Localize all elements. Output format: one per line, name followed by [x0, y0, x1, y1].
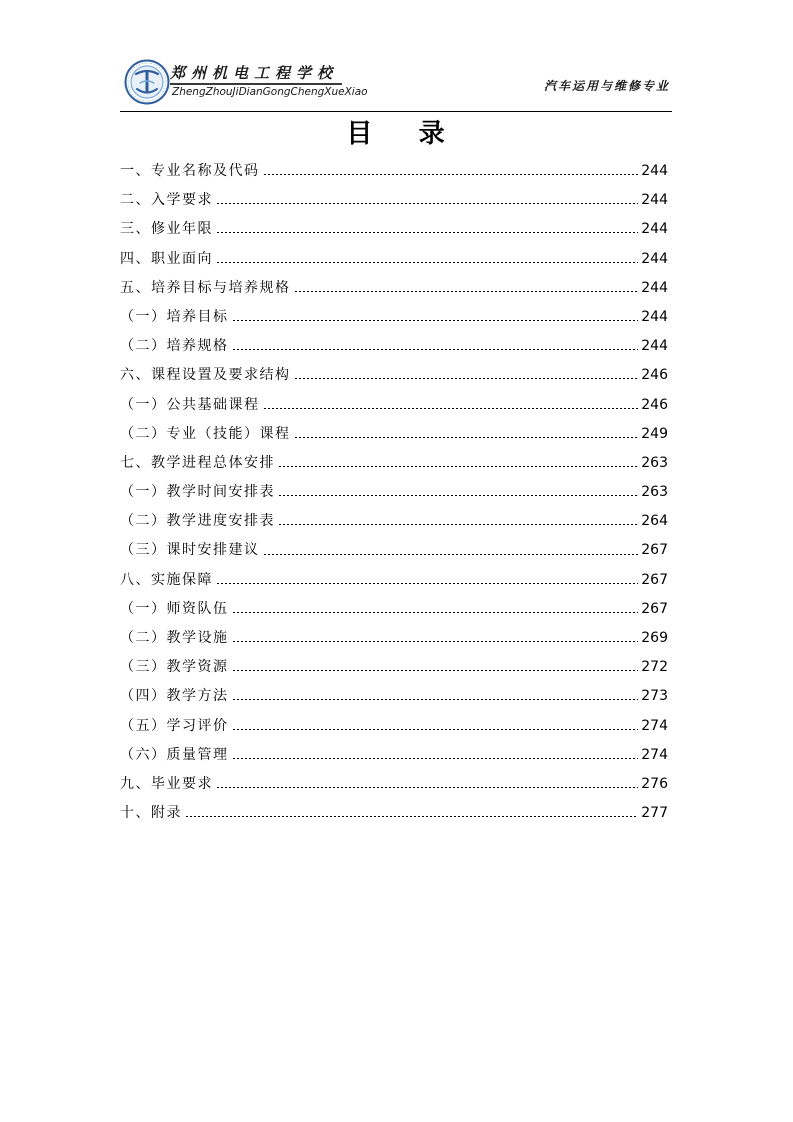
header-divider [120, 111, 672, 112]
toc-entry-page: 267 [641, 542, 668, 559]
toc-entry-page: 267 [641, 571, 668, 588]
toc-entry-page: 246 [641, 367, 668, 384]
toc-leader [232, 699, 639, 700]
toc-entry[interactable] [120, 770, 668, 799]
toc-entry[interactable] [120, 566, 668, 595]
toc-leader [216, 232, 638, 233]
toc-entry-page: 263 [641, 484, 668, 501]
toc-entry[interactable] [120, 507, 668, 536]
toc-leader [294, 437, 639, 438]
toc-leader [232, 758, 639, 759]
toc-entry[interactable] [120, 536, 668, 565]
toc-entry-label: 四、职业面向 [120, 250, 213, 267]
toc-entry-label: 一、专业名称及代码 [120, 163, 260, 179]
toc-entry-page: 249 [641, 425, 668, 442]
toc-entry[interactable] [120, 449, 668, 478]
toc-entry-label: 三、修业年限 [120, 221, 213, 238]
toc-entry-label: 九、毕业要求 [120, 775, 213, 792]
school-name-underline [170, 83, 342, 85]
toc-entry-page: 272 [641, 659, 668, 676]
toc-entry-label: 七、教学进程总体安排 [120, 454, 275, 471]
toc-entry-page: 244 [641, 308, 668, 325]
toc-entry-label: （二）培养规格 [120, 338, 229, 355]
toc-entry-label: 八、实施保障 [120, 571, 213, 588]
toc-leader [278, 524, 638, 525]
toc-entry[interactable] [120, 653, 668, 682]
toc-leader [216, 262, 638, 263]
toc-entry[interactable] [120, 245, 668, 274]
toc-entry[interactable] [120, 682, 668, 711]
toc-entry-page: 246 [641, 396, 668, 413]
toc-leader [232, 670, 639, 671]
toc-entry-label: 六、课程设置及要求结构 [120, 367, 291, 384]
toc-entry-label: （三）教学资源 [120, 659, 229, 676]
toc-entry-label: （二）专业（技能）课程 [120, 425, 291, 442]
toc-entry-label: （一）公共基础课程 [120, 396, 260, 413]
toc-leader [232, 349, 639, 350]
toc-entry[interactable] [120, 361, 668, 390]
toc-leader [216, 203, 638, 204]
toc-leader [232, 320, 639, 321]
toc-entry-page: 269 [641, 630, 668, 646]
toc-entry-label: （五）学习评价 [120, 717, 229, 734]
toc-leader [216, 583, 638, 584]
school-pinyin: ZhengZhouJiDianGongChengXueXiao [172, 86, 368, 98]
toc-entry-label: （四）教学方法 [120, 688, 229, 705]
toc-entry-label: 五、培养目标与培养规格 [120, 279, 291, 296]
toc-entry-page: 277 [641, 805, 668, 822]
toc-entry-label: （六）质量管理 [120, 746, 229, 763]
toc-entry-page: 273 [641, 688, 668, 705]
toc-entry-page: 244 [641, 163, 668, 179]
toc-leader [294, 378, 639, 379]
toc-leader [232, 641, 639, 642]
toc-entry-label: （三）课时安排建议 [120, 542, 260, 559]
toc-entry-label: （一）师资队伍 [120, 600, 229, 617]
toc-leader [216, 787, 638, 788]
toc-leader [294, 291, 639, 292]
toc-entry[interactable] [120, 215, 668, 244]
toc-entry-label: （二）教学设施 [120, 630, 229, 646]
toc-entry-page: 274 [641, 717, 668, 734]
toc-entry[interactable] [120, 478, 668, 507]
toc-entry[interactable] [120, 624, 668, 653]
toc-entry-label: 二、入学要求 [120, 192, 213, 209]
toc-entry[interactable] [120, 799, 668, 828]
toc-leader [278, 466, 638, 467]
page-header [120, 55, 672, 111]
toc-entry-page: 276 [641, 775, 668, 792]
toc-title: 目 录 [346, 119, 447, 149]
toc-entry[interactable] [120, 274, 668, 303]
toc-entry-label: （二）教学进度安排表 [120, 513, 275, 530]
toc-entry[interactable] [120, 157, 668, 186]
toc-entry[interactable] [120, 332, 668, 361]
toc-entry-label: （一）教学时间安排表 [120, 484, 275, 501]
toc-leader [232, 612, 639, 613]
toc-entry[interactable] [120, 186, 668, 215]
toc-entry[interactable] [120, 391, 668, 420]
toc-entry[interactable] [120, 303, 668, 332]
school-seal-icon [124, 59, 170, 105]
toc-entry-page: 264 [641, 513, 668, 530]
school-name: 郑州机电工程学校 [170, 64, 339, 82]
toc-leader [263, 174, 639, 175]
toc-entry[interactable] [120, 420, 668, 449]
toc-leader [263, 554, 639, 555]
toc-entry-page: 267 [641, 600, 668, 617]
toc-leader [232, 729, 639, 730]
toc-list [120, 157, 668, 828]
toc-entry-page: 244 [641, 192, 668, 209]
toc-entry-page: 244 [641, 221, 668, 238]
toc-leader [263, 408, 639, 409]
toc-leader [185, 816, 638, 817]
toc-entry[interactable] [120, 741, 668, 770]
toc-entry-page: 244 [641, 250, 668, 267]
toc-leader [278, 495, 638, 496]
toc-entry-page: 274 [641, 746, 668, 763]
program-name: 汽车运用与维修专业 [543, 79, 670, 93]
toc-entry-label: （一）培养目标 [120, 308, 229, 325]
toc-entry-page: 244 [641, 338, 668, 355]
toc-entry-label: 十、附录 [120, 805, 182, 822]
toc-entry-page: 244 [641, 279, 668, 296]
toc-entry[interactable] [120, 712, 668, 741]
toc-entry-page: 263 [641, 454, 668, 471]
toc-entry[interactable] [120, 595, 668, 624]
